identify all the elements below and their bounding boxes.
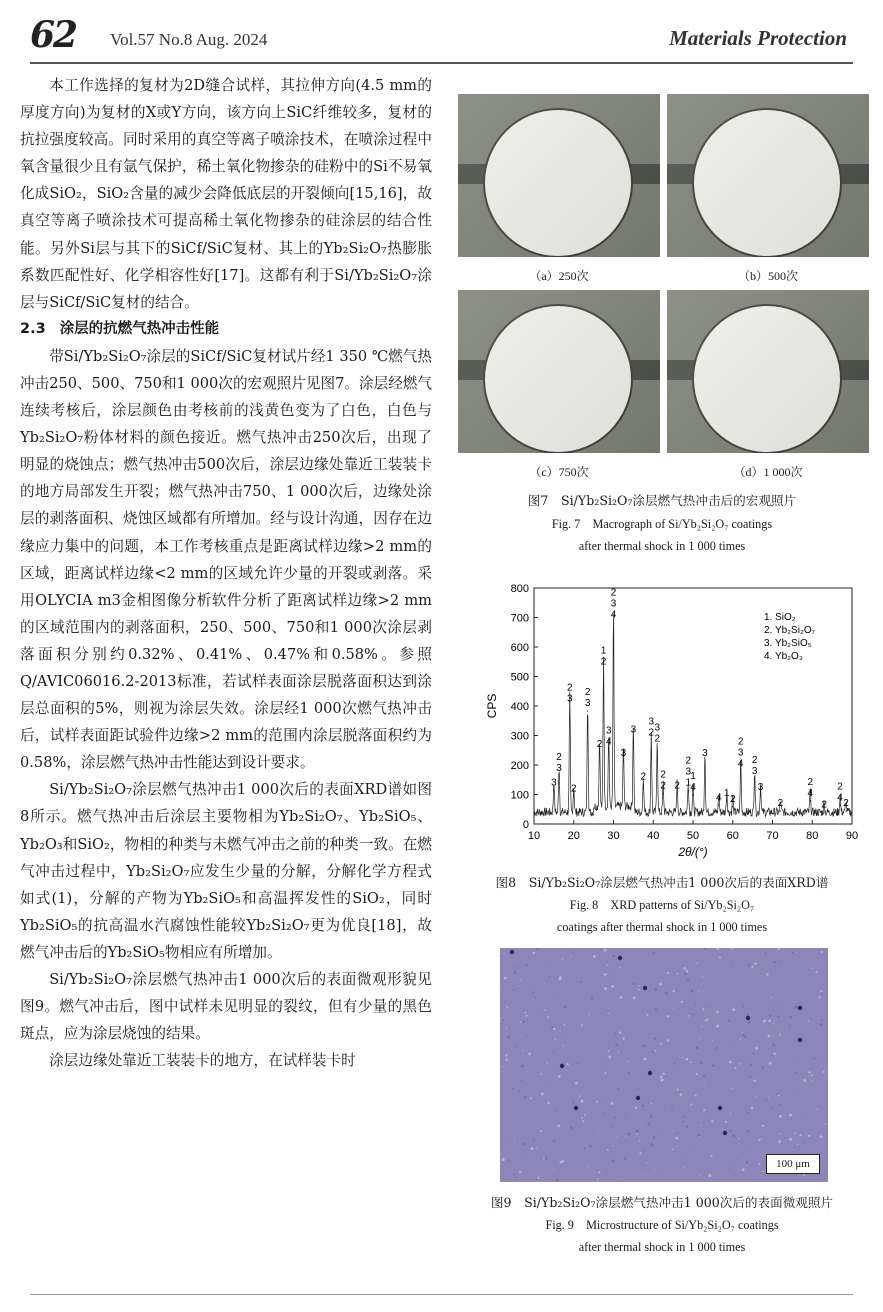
xrd-chart (482, 578, 872, 863)
y-tick-label: 300 (510, 730, 529, 743)
x-tick-label: 30 (607, 830, 620, 842)
peak-label: 2 (570, 783, 577, 795)
peak-label: 2 (596, 739, 603, 751)
x-tick-label: 10 (527, 830, 541, 842)
peak-label: 2 (674, 780, 680, 792)
figure9-caption-en-1: Fig. 9 Microstructure of Si/Yb₂Si₂O₇ coatings (545, 1218, 779, 1232)
peak-label: 3 (702, 748, 708, 760)
microstructure-photo (500, 948, 828, 1182)
x-tick-label: 90 (845, 830, 859, 842)
figure8-caption-cn: 图8 Si/Yb₂Si₂O₇涂层燃气热冲击1 000次后的表面XRD谱 (495, 875, 829, 890)
y-tick-label: 500 (510, 671, 529, 684)
subcaption-b: （b）500次 (737, 269, 798, 283)
peak-label: 2 (751, 754, 758, 766)
peak-label: 3 (630, 724, 637, 736)
x-tick-label: 60 (726, 830, 739, 842)
peak-label: 2 (610, 587, 617, 599)
peak-label: 2 (660, 780, 666, 792)
peak-label: 3 (556, 762, 562, 774)
section-number: 2.3 (20, 320, 46, 337)
subcaption-c: （c）750次 (529, 465, 589, 479)
macrograph-photo-1000 (667, 290, 869, 453)
peak-label: 3 (610, 598, 617, 610)
page-number: 62 (30, 14, 77, 56)
burn-spot (718, 1106, 722, 1110)
x-tick-label: 50 (686, 830, 700, 842)
peak-label: 2 (837, 781, 843, 793)
peak-label: 2 (584, 686, 591, 698)
paragraph-4: Si/Yb₂Si₂O₇涂层燃气热冲击1 000次后的表面微观形貌见图9。燃气冲击后，图中试样未见明显的裂纹，但有少量的黑色斑点，应为涂层烧蚀的结果。 (20, 971, 432, 1043)
y-tick-label: 700 (510, 612, 529, 625)
burn-spot (798, 1038, 802, 1042)
journal-name: Materials Protection (669, 26, 847, 50)
section-heading (20, 316, 432, 343)
burn-spot (618, 956, 622, 960)
macrograph-photo-750 (458, 290, 660, 453)
peak-label: 1 (685, 777, 692, 789)
peak-label: 3 (737, 747, 744, 759)
header-rule (30, 62, 853, 64)
peak-label: 4 (716, 792, 722, 804)
y-tick-label: 400 (510, 701, 529, 713)
peak-label: 4 (610, 609, 617, 621)
peak-label: 4 (605, 736, 612, 748)
peak-label: 1 (600, 645, 607, 657)
y-tick-label: 200 (510, 760, 529, 772)
y-axis-label: CPS (485, 693, 499, 719)
peak-label: 3 (605, 725, 612, 737)
paragraph-1: 本工作选择的复材为2D缝合试样，其拉伸方向(4.5 mm的厚度方向)为复材的X或Y方向，该方向上SiC纤维较多，复材的抗拉强度较高。同时采用的真空等离子喷涂技术，在喷涂过程中氧含量很少且有氩气保护，稀土氧化物掺杂的硅粉中的Si不易氧化成SiO₂，SiO₂含量的减少会降低底层的开裂倾向[15,16]，故真空等离子喷涂技术可提高稀土氧化物掺杂的硅涂层的结合性能。另外Si层与其下的SiCf/SiC复材、其上的Yb₂Si₂O₇热膨胀系数匹配性好、化学相容性好[17]。这都有利于Si/Yb₂Si₂O₇涂层与SiCf/SiC复材的结合。 (20, 77, 432, 311)
burn-spot (648, 1071, 652, 1075)
y-tick-label: 0 (522, 819, 529, 831)
macrograph-photo-250 (458, 94, 660, 257)
x-tick-label: 70 (766, 830, 779, 842)
peak-label: 3 (566, 693, 573, 705)
peak-label: 1 (690, 770, 696, 782)
burn-spot (746, 1016, 750, 1020)
x-tick-label: 40 (647, 830, 660, 842)
peak-label: 3 (551, 777, 557, 789)
peak-label: 3 (584, 697, 591, 709)
peak-label: 2 (777, 798, 784, 810)
volume-info: Vol.57 No.8 Aug. 2024 (110, 30, 268, 49)
left-column (20, 72, 432, 1074)
paragraph-5: 涂层边缘处靠近工装装卡的地方，在试样装卡时 (49, 1052, 356, 1070)
peak-label: 4 (690, 781, 696, 793)
peak-label: 2 (685, 755, 692, 767)
peak-label: 2 (640, 771, 647, 783)
legend-entry: 2. Yb₂Si₂O₇ (764, 625, 816, 636)
peak-label: 2 (566, 682, 573, 694)
subcaption-a: （a）250次 (529, 269, 589, 283)
paragraph-3: Si/Yb₂Si₂O₇涂层燃气热冲击1 000次后的表面XRD谱如图8所示。燃气热冲击后涂层主要物相为Yb₂Si₂O₇、Yb₂SiO₅、Yb₂O₃和SiO₂，物相的种类与未燃气冲击之前的种类一致。在燃气冲击过程中，Yb₂Si₂O₇应发生少量的分解，分解化学方程式如式(1)，分解的产物为Yb₂SiO₅和高温挥发性的SiO₂，同时Yb₂SiO₅的抗高温水汽腐蚀性能较Yb₂Si₂O₇更为优良[18]，故燃气冲击后的Yb₂SiO₅物相应有所增加。 (20, 781, 432, 961)
x-tick-label: 80 (806, 830, 819, 842)
peak-label: 2 (600, 656, 607, 668)
peak-label: 4 (737, 758, 744, 770)
burn-spot (510, 950, 514, 954)
peak-label: 1 (724, 787, 730, 799)
figure7-caption-cn: 图7 Si/Yb₂Si₂O₇涂层燃气热冲击后的宏观照片 (527, 493, 797, 508)
paragraph-2: 带Si/Yb₂Si₂O₇涂层的SiCf/SiC复材试片经1 350 ℃燃气热冲击250、500、750和1 000次的宏观照片见图7。涂层经燃气连续考核后，涂层颜色由考核前的浅黄色变为了白色，白色与Yb₂Si₂O₇粉体材料的颜色接近。燃气热冲击250次后，出现了明显的烧蚀点；燃气热冲击500次后，涂层边缘处靠近工装装卡的地方局部发生开裂；燃气热冲击750、1 000次后，边缘处涂层的剥落面积、烧蚀区域都有所增加。经与设计沟通，因存在边缘应力集中的问题，本工作考核重点是距离试样边缘>2 mm的区域，距离试样边缘<2 mm的区域允许少量的开裂或剥落。采用OLYCIA m3金相图像分析软件分析了距离试样边缘>2 mm的区域范围内的剥落面积，250、500、750和1 000次涂层剥落面积分别约0.32%、0.41%、0.47%和0.58%。参照Q/AVIC06016.2-2013标准，若试样表面涂层脱落面积达到涂层总面积的5%，则视为涂层失效。涂层经1 000次燃气热冲击后，试样表面距试验件边缘>2 mm的范围内涂层脱落面积约为0.58%，涂层燃气热冲击性能达到设计要求。 (20, 347, 432, 772)
legend-entry: 1. SiO₂ (764, 612, 796, 623)
peak-label: 2 (821, 799, 827, 811)
bottom-rule (30, 1294, 853, 1295)
macrograph-photo-500 (667, 94, 869, 257)
peak-label: 4 (807, 787, 814, 799)
figure7-caption-en-1: Fig. 7 Macrograph of Si/Yb₂Si₂O₇ coatings (551, 517, 773, 531)
peak-label: 2 (660, 769, 666, 781)
legend-entry: 3. Yb₂SiO₅ (764, 638, 812, 649)
section-title: 涂层的抗燃气热冲击性能 (59, 320, 220, 337)
burn-spot (798, 1006, 802, 1010)
scale-bar: 100 μm (766, 1154, 820, 1174)
y-tick-label: 800 (510, 583, 529, 595)
peak-label: 3 (751, 765, 758, 777)
legend-entry: 4. Yb₂O₃ (764, 651, 803, 662)
x-axis-label: 2θ/(°) (678, 845, 708, 859)
x-tick-label: 20 (567, 830, 580, 842)
burn-spot (560, 1064, 564, 1068)
figure8-caption-en-2: coatings after thermal shock in 1 000 times (556, 920, 768, 934)
subcaption-d: （d）1 000次 (733, 465, 803, 479)
peak-label: 2 (807, 776, 814, 788)
peak-label: 2 (556, 751, 562, 763)
peak-label: 2 (843, 798, 849, 810)
peak-label: 3 (757, 781, 764, 793)
burn-spot (636, 1096, 640, 1100)
peak-label: 2 (737, 736, 744, 748)
peak-label: 3 (620, 748, 627, 760)
peak-label: 2 (729, 793, 736, 805)
burn-spot (723, 1131, 727, 1135)
figure8-caption-en-1: Fig. 8 XRD patterns of Si/Yb₂Si₂O₇ (569, 898, 755, 912)
burn-spot (574, 1106, 578, 1110)
peak-label: 2 (654, 733, 661, 745)
page-header (0, 0, 883, 70)
y-tick-label: 600 (510, 642, 529, 654)
burn-spot (643, 986, 647, 990)
peak-label: 2 (648, 727, 655, 739)
peak-label: 4 (837, 792, 843, 804)
figure9-caption-cn: 图9 Si/Yb₂Si₂O₇涂层燃气热冲击1 000次后的表面微观照片 (490, 1195, 834, 1210)
figure9-caption-en-2: after thermal shock in 1 000 times (578, 1240, 746, 1254)
peak-label: 3 (648, 716, 655, 728)
peak-label: 3 (685, 766, 692, 778)
figure7-caption-en-2: after thermal shock in 1 000 times (578, 539, 746, 553)
peak-label: 3 (654, 722, 661, 734)
y-tick-label: 100 (510, 789, 529, 802)
